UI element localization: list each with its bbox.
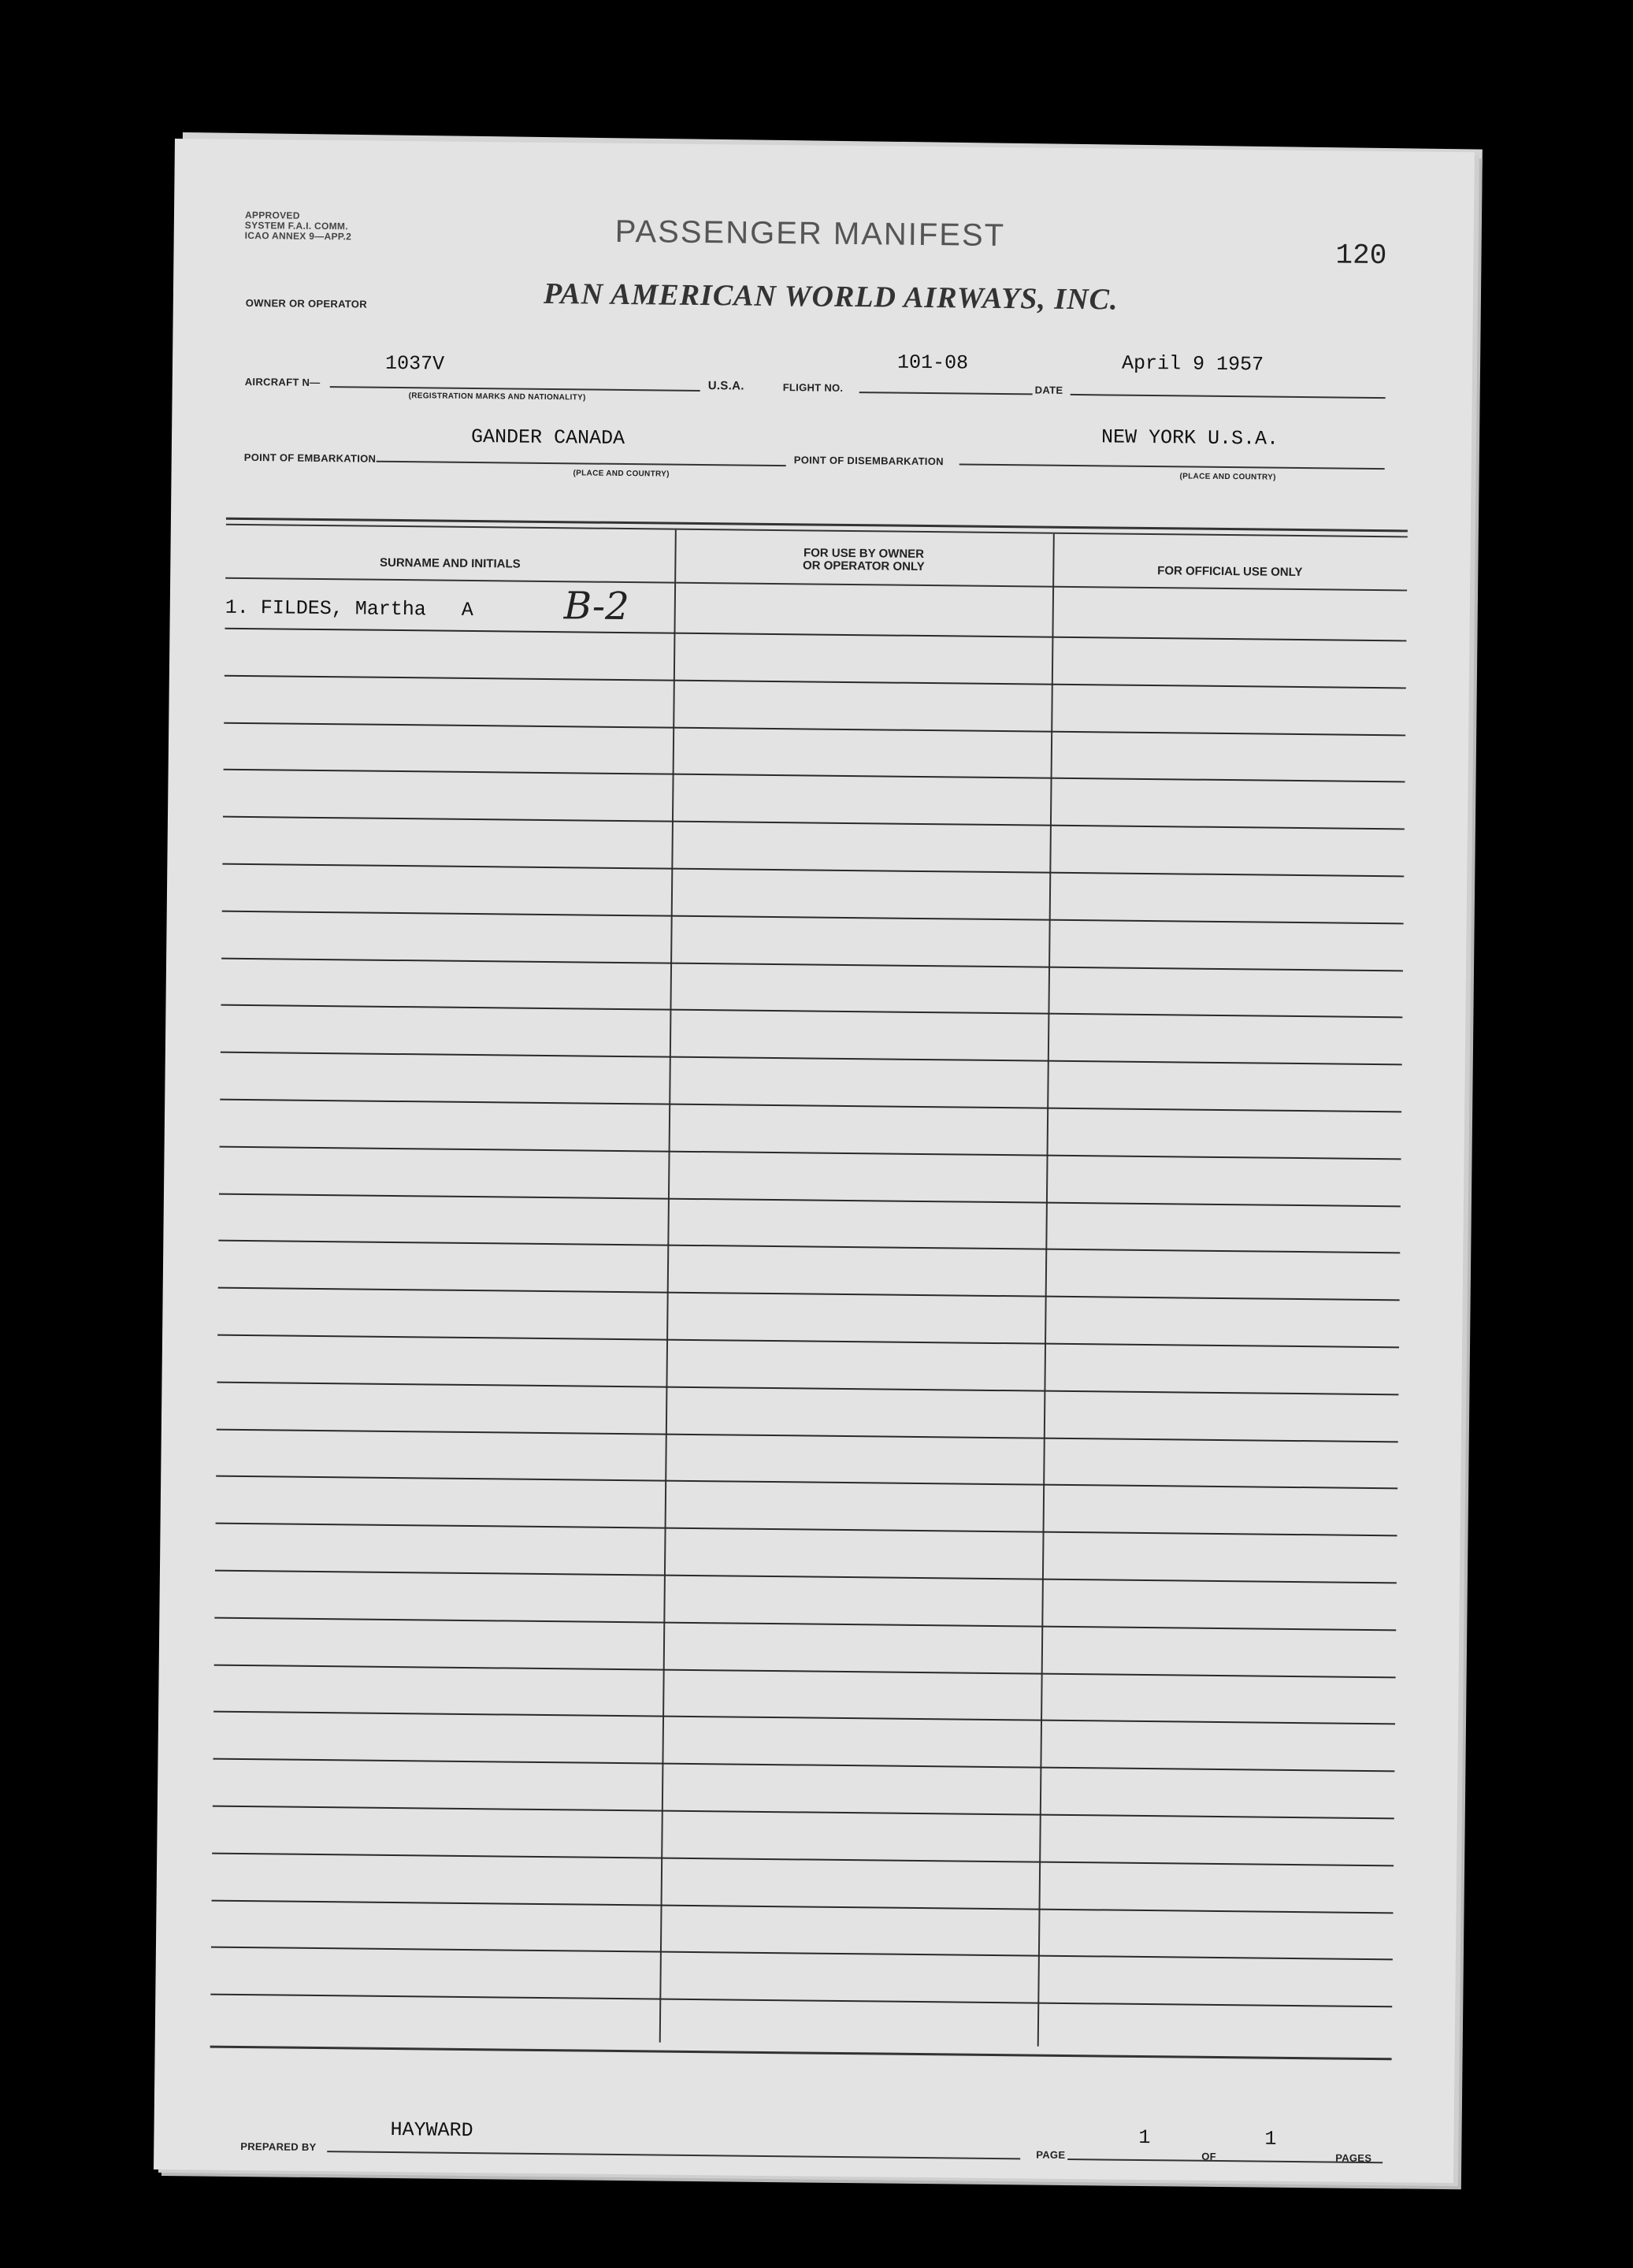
column-divider-1 [659,530,677,2043]
row-rule [224,722,1405,737]
row-rule [213,1758,1394,1772]
row-rule [217,1382,1398,1396]
row-rule [212,1900,1394,1914]
row-rule [225,675,1406,689]
row-rule [212,1853,1394,1867]
row-rule [217,1334,1399,1349]
date-line [1071,394,1386,399]
owner-value: PAN AMERICAN WORLD AIRWAYS, INC. [543,277,1119,317]
aircraft-value: 1037V [384,351,445,376]
pages-label: PAGES [1335,2151,1372,2165]
disembarkation-label: POINT OF DISEMBARKATION [793,454,944,468]
row-rule [225,628,1406,642]
owner-label: OWNER OR OPERATOR [245,296,368,310]
aircraft-line [330,386,700,392]
embarkation-value: GANDER CANADA [470,425,625,451]
col-header-surname: SURNAME AND INITIALS [379,555,521,571]
row-rule [218,1240,1400,1254]
row-rule [211,1947,1393,1961]
owner-handwritten-mark: B-2 [563,584,630,629]
approval-block [245,210,352,242]
col-header-owner [674,546,1052,575]
flight-value: 101-08 [896,351,969,375]
flight-label: FLIGHT NO. [782,381,844,394]
form-title: PASSENGER MANIFEST [614,213,1006,254]
row-rule [213,1806,1394,1820]
usa-label: U.S.A. [707,379,744,393]
col-header-owner-line1: FOR USE BY OWNER [803,546,925,561]
page-ref-number: 120 [1335,239,1387,273]
prepared-by-value: HAYWARD [390,2118,473,2143]
header-bottom-rule [225,577,1407,592]
row-rule [217,1429,1398,1443]
row-rule [219,1193,1401,1208]
prepared-by-label: PREPARED BY [240,2140,317,2154]
registration-sublabel: (REGISTRATION MARKS AND NATIONALITY) [408,392,586,403]
col-header-owner-line2: OR OPERATOR ONLY [802,559,925,573]
table-bottom-rule [210,2046,1392,2061]
disembarkation-line [959,463,1385,470]
embarkation-place-sublabel: (PLACE AND COUNTRY) [573,469,670,479]
row-rule [220,1146,1401,1160]
date-label: DATE [1034,384,1063,396]
row-rule [220,1099,1401,1113]
row-rule [214,1665,1396,1679]
disembarkation-place-sublabel: (PLACE AND COUNTRY) [1179,472,1276,482]
embarkation-label: POINT OF EMBARKATION [243,451,377,465]
column-divider-2 [1037,534,1055,2047]
aircraft-label: AIRCRAFT N— [244,375,321,388]
row-rule [218,1287,1400,1301]
row-rule [216,1523,1397,1537]
passenger-name: 1. FILDES, Martha A [225,596,473,622]
row-rule [210,1994,1392,2008]
approval-line: SYSTEM F.A.I. COMM. [244,219,348,232]
manifest-sheet [154,139,1475,2183]
row-rule [222,863,1404,878]
row-rule [215,1570,1397,1584]
row-rule [221,1052,1402,1066]
row-rule [221,958,1403,972]
date-value: April 9 1957 [1121,351,1264,377]
flight-line [859,392,1033,395]
row-rule [222,911,1404,925]
row-rule [223,816,1405,830]
of-label: OF [1201,2150,1216,2162]
of-value: 1 [1264,2127,1277,2151]
approval-line: ICAO ANNEX 9—APP.2 [244,229,352,243]
page-value: 1 [1138,2125,1151,2150]
row-rule [213,1711,1395,1725]
disembarkation-value: NEW YORK U.S.A. [1100,425,1279,451]
approval-line: APPROVED [244,209,300,221]
prepared-by-line [327,2151,1020,2159]
row-rule [221,1004,1402,1019]
col-header-official: FOR OFFICIAL USE ONLY [1157,564,1303,580]
row-rule [224,769,1405,783]
page-label: PAGE [1036,2148,1066,2161]
row-rule [214,1617,1396,1631]
embarkation-line [377,461,786,466]
row-rule [216,1475,1397,1490]
